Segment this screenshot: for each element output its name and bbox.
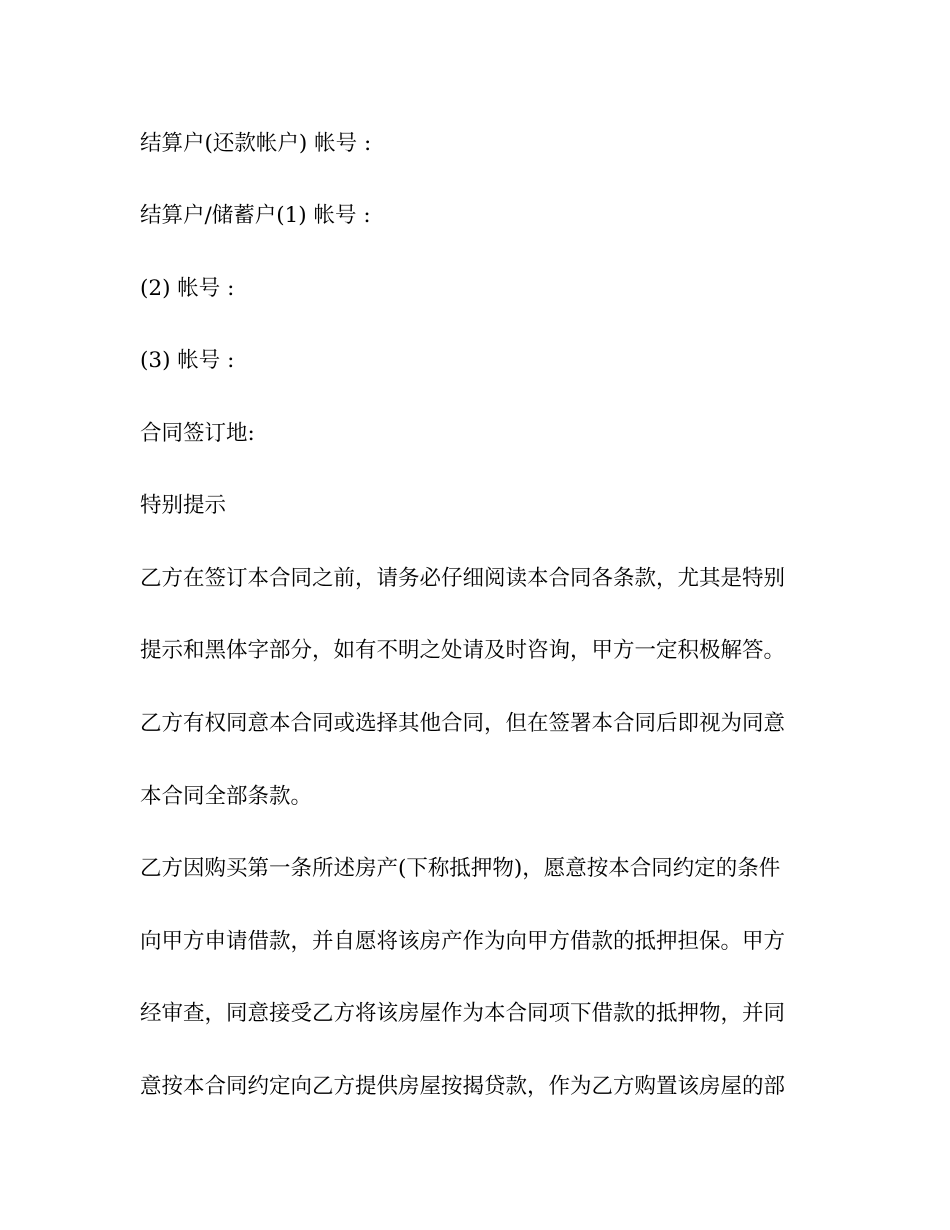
settlement-account-line: 结算户(还款帐户) 帐号 :	[140, 131, 372, 156]
paragraph-line: 乙方在签订本合同之前，请务必仔细阅读本合同各条款，尤其是特别	[140, 566, 786, 591]
paragraph-line: 本合同全部条款。	[140, 784, 313, 809]
paragraph-line: 提示和黑体字部分，如有不明之处请及时咨询，甲方一定积极解答。	[140, 638, 786, 663]
paragraph-line: 向甲方申请借款，并自愿将该房产作为向甲方借款的抵押担保。甲方	[140, 929, 786, 954]
account-3-line: (3) 帐号 :	[140, 348, 235, 373]
special-notice-heading: 特别提示	[140, 493, 227, 518]
savings-account-1-line: 结算户/储蓄户(1) 帐号 :	[140, 203, 371, 228]
paragraph-line: 乙方有权同意本合同或选择其他合同，但在签署本合同后即视为同意	[140, 711, 786, 736]
paragraph-line: 经审查，同意接受乙方将该房屋作为本合同项下借款的抵押物，并同	[140, 1001, 786, 1026]
paragraph-line: 意按本合同约定向乙方提供房屋按揭贷款，作为乙方购置该房屋的部	[140, 1074, 786, 1099]
signing-place-line: 合同签订地:	[140, 421, 255, 446]
paragraph-line: 乙方因购买第一条所述房产(下称抵押物)，愿意按本合同约定的条件	[140, 856, 781, 881]
account-2-line: (2) 帐号 :	[140, 276, 235, 301]
